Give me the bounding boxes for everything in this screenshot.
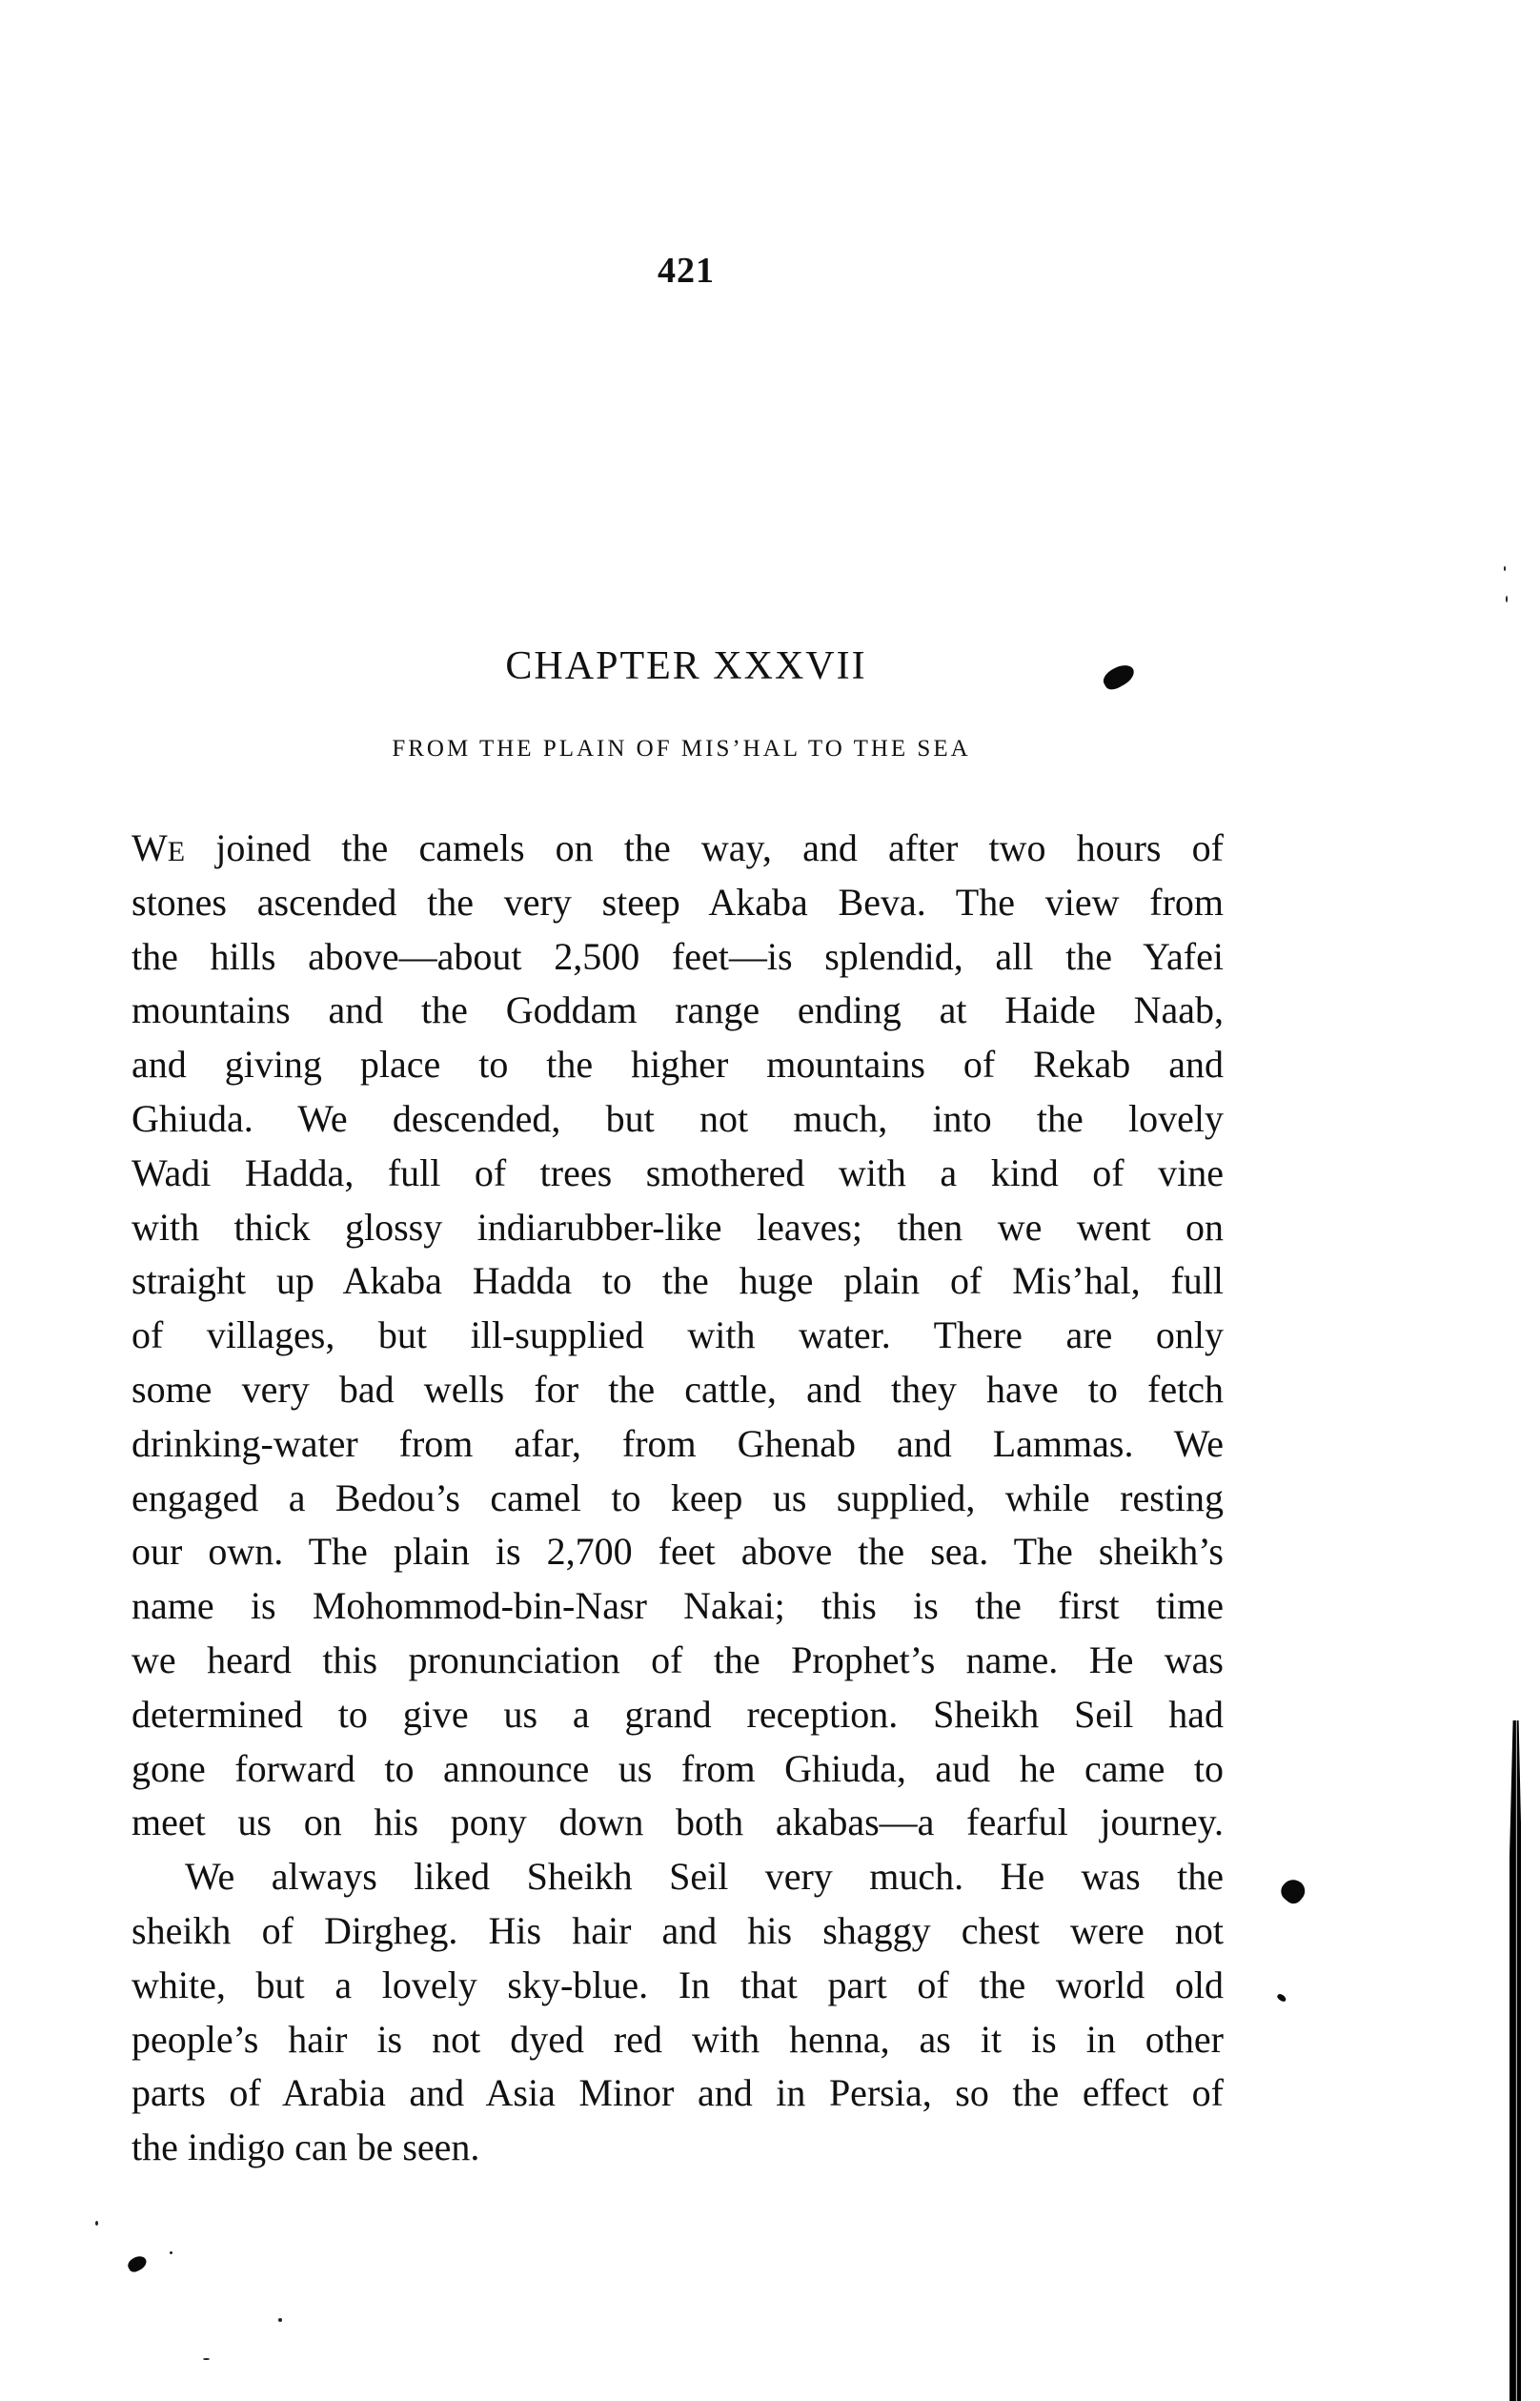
paragraph-lead-word <box>132 826 185 869</box>
speck-icon <box>95 2221 98 2226</box>
text-line: some very bad wells for the cattle, and they have to fetch <box>132 1367 1224 1411</box>
text-line: white, but a lovely sky-blue. In that part of the world old <box>132 1963 1224 2006</box>
text-line: Ghiuda. We descended, but not much, into the lovely <box>132 1096 1224 1140</box>
text-line: We always liked Sheikh Seil very much. He was the <box>185 1855 1224 1899</box>
chapter-subtitle: FROM THE PLAIN OF MIS’HAL TO THE SEA <box>392 736 971 762</box>
text-line: name is Mohommod-bin-Nasr Nakai; this is the first time <box>132 1584 1224 1628</box>
lead-initial: W <box>132 826 168 869</box>
body-text <box>132 822 1224 2175</box>
lead-smallcap: E <box>167 836 186 867</box>
chapter-title: CHAPTER XXXVII <box>505 644 867 688</box>
ink-blot-icon <box>1277 1875 1309 1907</box>
speck-icon <box>170 2251 172 2254</box>
text-line: determined to give us a grand reception. Sheikh Seil had <box>132 1692 1224 1736</box>
speck-icon <box>203 2358 210 2360</box>
ink-blot-icon <box>126 2253 149 2274</box>
text-line: the indigo can be seen. <box>132 2126 480 2169</box>
text-line: drinking-water from afar, from Ghenab and Lammas. We <box>132 1421 1224 1465</box>
text-line: parts of Arabia and Asia Minor and in Persia, so the effect of <box>132 2071 1224 2115</box>
ink-blot-icon <box>1276 1993 1287 2004</box>
text-line: our own. The plain is 2,700 feet above the sea. The sheikh’s <box>132 1530 1224 1574</box>
scan-edge-shadow <box>1510 1720 1521 2401</box>
text-line: WE joined the camels on the way, and after two hours of <box>132 826 1224 869</box>
text-line: Wadi Hadda, full of trees smothered with a kind of vine <box>132 1150 1224 1194</box>
text-line: meet us on his pony down both akabas—a fearful journey. <box>132 1801 1224 1844</box>
text-line: gone forward to announce us from Ghiuda, aud he came to <box>132 1746 1224 1790</box>
speck-icon <box>1504 566 1506 571</box>
text-line: of villages, but ill-supplied with water. There are only <box>132 1313 1224 1357</box>
speck-icon <box>1506 596 1508 602</box>
text-line: mountains and the Goddam range ending at Haide Naab, <box>132 988 1224 1032</box>
text-line: the hills above—about 2,500 feet—is splendid, all the Yafei <box>132 934 1224 978</box>
page-number: 421 <box>658 251 715 291</box>
text-line: we heard this pronunciation of the Prophet’s name. He was <box>132 1638 1224 1681</box>
text-line: straight up Akaba Hadda to the huge plain of Mis’hal, full <box>132 1259 1224 1303</box>
text-line: engaged a Bedou’s camel to keep us supplied, while resting <box>132 1475 1224 1519</box>
text-line: sheikh of Dirgheg. His hair and his shaggy chest were not <box>132 1908 1224 1952</box>
text-line: and giving place to the higher mountains of Rekab and <box>132 1043 1224 1087</box>
text-line: people’s hair is not dyed red with henna, as it is in other <box>132 2017 1224 2061</box>
text-line: with thick glossy indiarubber-like leaves; then we went on <box>132 1205 1224 1249</box>
speck-icon <box>278 2318 282 2322</box>
text-line: stones ascended the very steep Akaba Beva. The view from <box>132 880 1224 924</box>
